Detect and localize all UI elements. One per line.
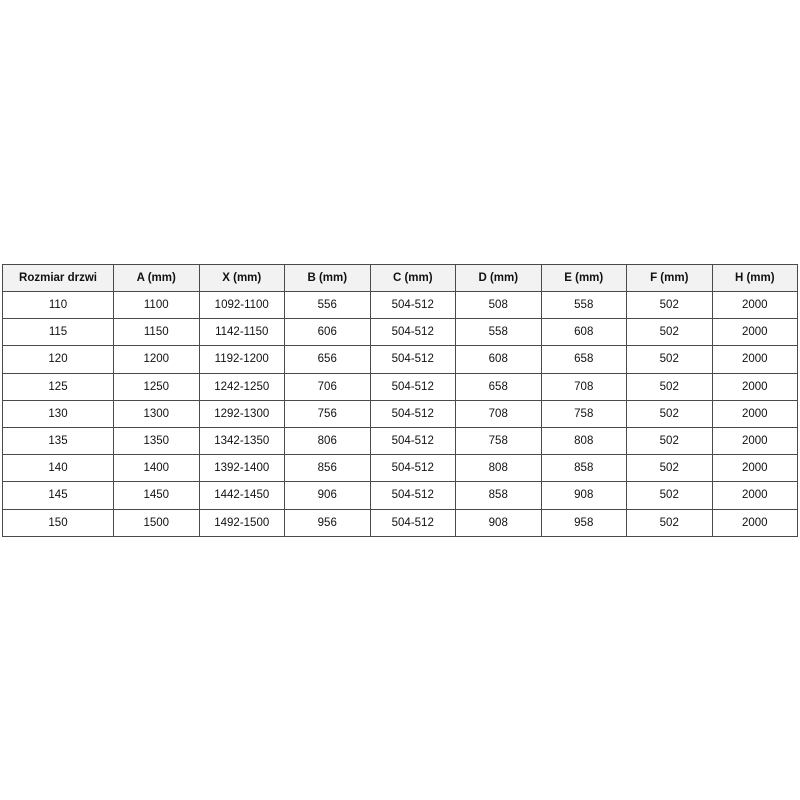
table-cell: 502: [627, 319, 713, 346]
table-cell: 115: [3, 319, 114, 346]
table-cell: 2000: [712, 400, 798, 427]
table-body: [3, 292, 798, 537]
table-cell: 1450: [114, 482, 200, 509]
table-row: [3, 400, 798, 427]
table-cell: 502: [627, 346, 713, 373]
table-cell: 656: [285, 346, 371, 373]
table-cell: 1400: [114, 455, 200, 482]
table-cell: 135: [3, 427, 114, 454]
header-cell-rozmiar-drzwi: Rozmiar drzwi: [3, 265, 114, 292]
table-cell: 658: [456, 373, 542, 400]
table-cell: 504-512: [370, 509, 456, 536]
table-cell: 608: [541, 319, 627, 346]
table-cell: 1300: [114, 400, 200, 427]
table-row: [3, 427, 798, 454]
header-cell-a-mm: A (mm): [114, 265, 200, 292]
table-row: [3, 346, 798, 373]
table-cell: 606: [285, 319, 371, 346]
table-cell: 508: [456, 292, 542, 319]
table-cell: 1192-1200: [199, 346, 285, 373]
header-cell-e-mm: E (mm): [541, 265, 627, 292]
table-cell: 1392-1400: [199, 455, 285, 482]
table-cell: 1200: [114, 346, 200, 373]
table-cell: 502: [627, 482, 713, 509]
table-row: [3, 482, 798, 509]
table-cell: 110: [3, 292, 114, 319]
table-cell: 858: [541, 455, 627, 482]
table-cell: 958: [541, 509, 627, 536]
table-cell: 808: [541, 427, 627, 454]
header-cell-h-mm: H (mm): [712, 265, 798, 292]
table-cell: 706: [285, 373, 371, 400]
table-cell: 502: [627, 400, 713, 427]
table-header-row: [3, 265, 798, 292]
header-cell-d-mm: D (mm): [456, 265, 542, 292]
header-cell-x-mm: X (mm): [199, 265, 285, 292]
table-cell: 1442-1450: [199, 482, 285, 509]
table-cell: 502: [627, 427, 713, 454]
table-cell: 1342-1350: [199, 427, 285, 454]
table-cell: 140: [3, 455, 114, 482]
table-cell: 1292-1300: [199, 400, 285, 427]
table-cell: 1100: [114, 292, 200, 319]
table-cell: 1092-1100: [199, 292, 285, 319]
table-cell: 956: [285, 509, 371, 536]
table-cell: 1500: [114, 509, 200, 536]
table-cell: 1250: [114, 373, 200, 400]
table-cell: 856: [285, 455, 371, 482]
table-cell: 130: [3, 400, 114, 427]
table-cell: 2000: [712, 455, 798, 482]
table-cell: 504-512: [370, 427, 456, 454]
table-cell: 1242-1250: [199, 373, 285, 400]
table-cell: 858: [456, 482, 542, 509]
table-cell: 502: [627, 455, 713, 482]
table-cell: 502: [627, 292, 713, 319]
table-cell: 806: [285, 427, 371, 454]
table-cell: 2000: [712, 427, 798, 454]
table-row: [3, 319, 798, 346]
table-cell: 808: [456, 455, 542, 482]
table-cell: 2000: [712, 319, 798, 346]
table-cell: 1150: [114, 319, 200, 346]
table-cell: 558: [541, 292, 627, 319]
table-row: [3, 455, 798, 482]
table-cell: 708: [541, 373, 627, 400]
table-cell: 2000: [712, 346, 798, 373]
table-cell: 758: [456, 427, 542, 454]
header-cell-b-mm: B (mm): [285, 265, 371, 292]
table-cell: 1492-1500: [199, 509, 285, 536]
header-cell-c-mm: C (mm): [370, 265, 456, 292]
table-row: [3, 292, 798, 319]
table-cell: 1350: [114, 427, 200, 454]
table-cell: 608: [456, 346, 542, 373]
table-cell: 504-512: [370, 373, 456, 400]
table-cell: 908: [456, 509, 542, 536]
table-cell: 2000: [712, 482, 798, 509]
table-cell: 504-512: [370, 346, 456, 373]
table-cell: 556: [285, 292, 371, 319]
table-row: [3, 373, 798, 400]
header-cell-f-mm: F (mm): [627, 265, 713, 292]
table-cell: 125: [3, 373, 114, 400]
table-cell: 558: [456, 319, 542, 346]
table-cell: 504-512: [370, 482, 456, 509]
table-header: [3, 265, 798, 292]
table-cell: 658: [541, 346, 627, 373]
table-cell: 708: [456, 400, 542, 427]
table-cell: 504-512: [370, 319, 456, 346]
table-cell: 150: [3, 509, 114, 536]
table-cell: 120: [3, 346, 114, 373]
door-sizes-table: [2, 264, 798, 537]
table-cell: 756: [285, 400, 371, 427]
table-cell: 1142-1150: [199, 319, 285, 346]
table-cell: 758: [541, 400, 627, 427]
table-cell: 2000: [712, 373, 798, 400]
table-cell: 2000: [712, 292, 798, 319]
table-cell: 504-512: [370, 455, 456, 482]
table-cell: 906: [285, 482, 371, 509]
table-cell: 502: [627, 373, 713, 400]
table-cell: 504-512: [370, 400, 456, 427]
table-cell: 145: [3, 482, 114, 509]
table-cell: 504-512: [370, 292, 456, 319]
table-row: [3, 509, 798, 536]
table-cell: 502: [627, 509, 713, 536]
table-cell: 908: [541, 482, 627, 509]
table-cell: 2000: [712, 509, 798, 536]
